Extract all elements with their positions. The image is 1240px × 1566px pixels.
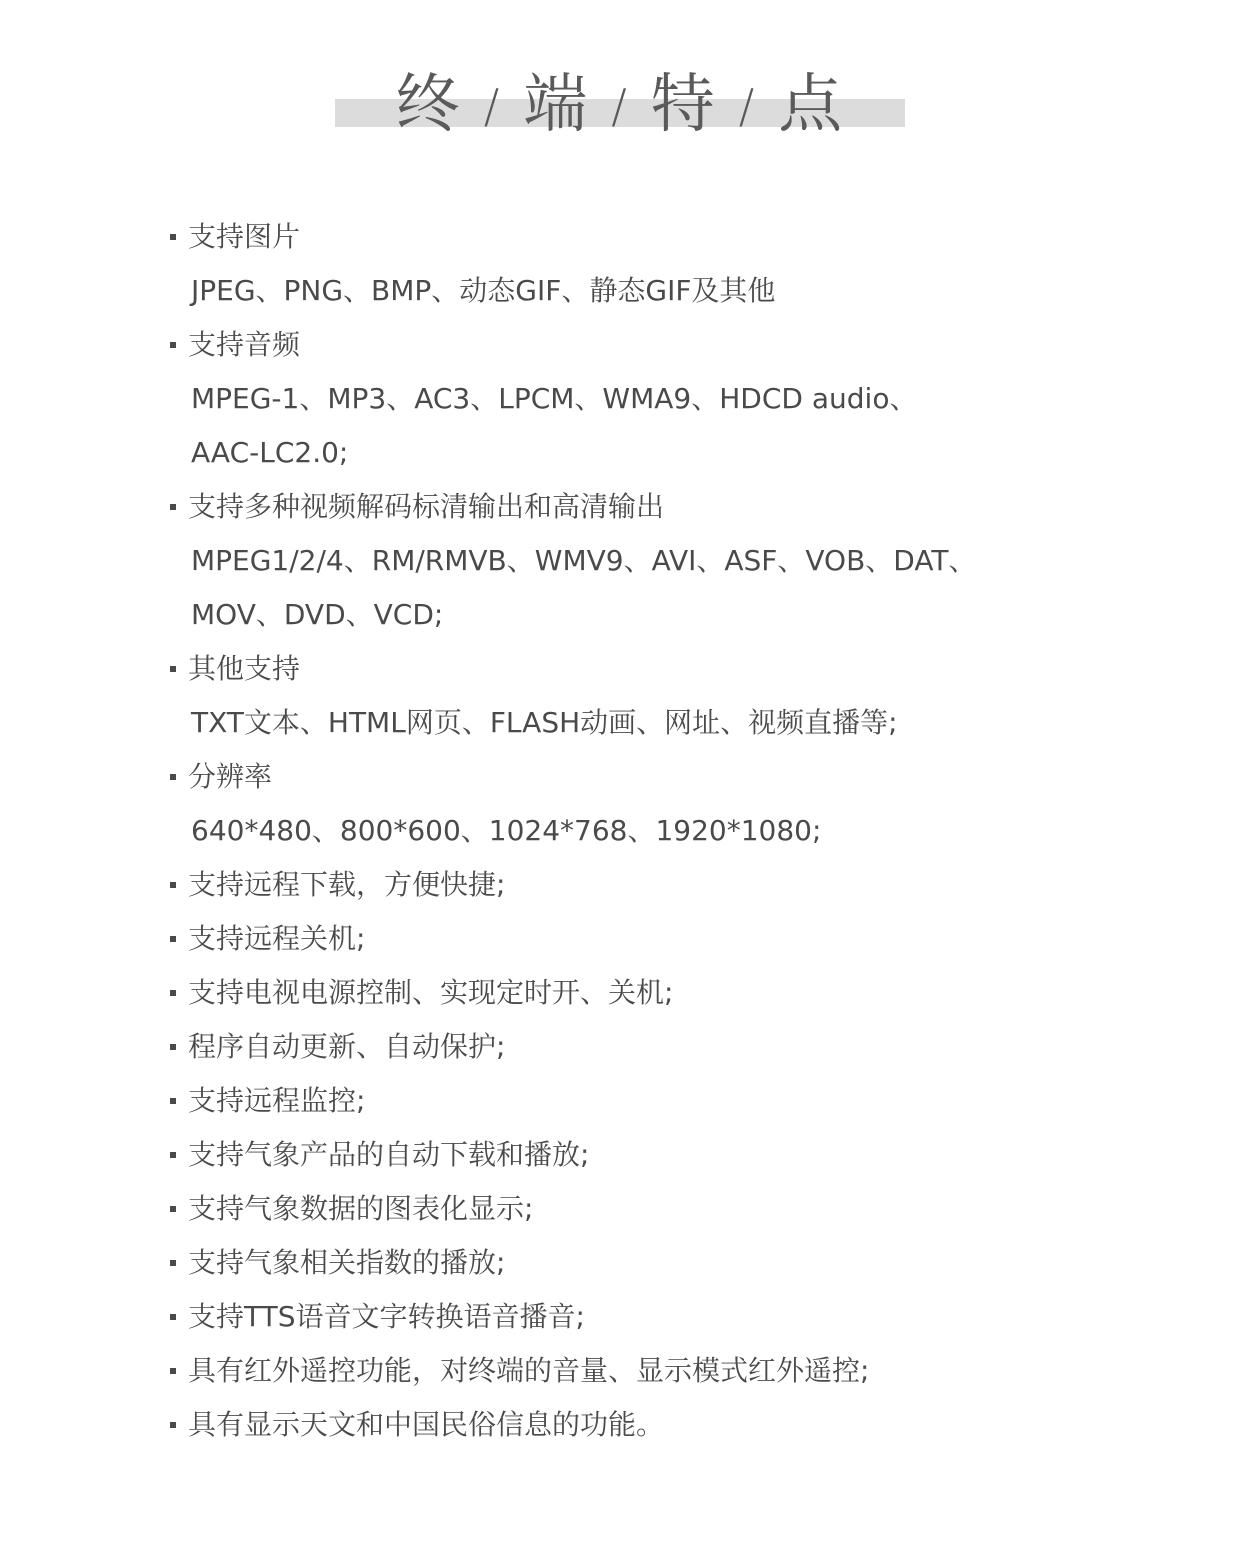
feature-title: 具有显示天文和中国民俗信息的功能。 xyxy=(188,1408,665,1441)
bullet-icon xyxy=(170,774,176,780)
feature-item xyxy=(168,1398,1168,1452)
feature-item xyxy=(168,480,1168,642)
bullet-icon xyxy=(170,1206,176,1212)
feature-title: 支持多种视频解码标清输出和高清输出 xyxy=(188,490,665,523)
feature-item xyxy=(168,1236,1168,1290)
feature-item xyxy=(168,1020,1168,1074)
feature-item xyxy=(168,1128,1168,1182)
feature-item xyxy=(168,318,1168,480)
feature-title: 分辨率 xyxy=(188,760,273,793)
title-char: 终 xyxy=(395,68,462,142)
feature-item xyxy=(168,210,1168,318)
feature-item xyxy=(168,966,1168,1020)
feature-title: 其他支持 xyxy=(188,652,301,685)
bullet-icon xyxy=(170,1422,176,1428)
feature-item xyxy=(168,1344,1168,1398)
bullet-icon xyxy=(170,1260,176,1266)
feature-title: 支持气象相关指数的播放; xyxy=(188,1246,506,1279)
bullet-icon xyxy=(170,1314,176,1320)
feature-item xyxy=(168,1182,1168,1236)
feature-detail: TXT文本、HTML网页、FLASH动画、网址、视频直播等; xyxy=(191,706,898,739)
feature-detail: MPEG-1、MP3、AC3、LPCM、WMA9、HDCD audio、 xyxy=(191,382,918,415)
feature-title: 支持远程监控; xyxy=(188,1084,366,1117)
bullet-icon xyxy=(170,1044,176,1050)
feature-item xyxy=(168,1290,1168,1344)
feature-title: 支持TTS语音文字转换语音播音; xyxy=(188,1300,585,1333)
title-separator: / xyxy=(483,79,502,133)
bullet-icon xyxy=(170,882,176,888)
feature-detail: MPEG1/2/4、RM/RMVB、WMV9、AVI、ASF、VOB、DAT、 xyxy=(191,544,977,577)
feature-item xyxy=(168,642,1168,750)
bullet-icon xyxy=(170,342,176,348)
title-separator: / xyxy=(738,79,757,133)
title-char: 端 xyxy=(523,68,590,142)
bullet-icon xyxy=(170,234,176,240)
feature-title: 具有红外遥控功能，对终端的音量、显示模式红外遥控; xyxy=(188,1354,870,1387)
title-separator: / xyxy=(611,79,629,133)
feature-title: 支持远程下载，方便快捷; xyxy=(188,868,506,901)
title-char: 点 xyxy=(778,68,845,142)
title-char: 特 xyxy=(650,68,717,142)
feature-list xyxy=(168,210,1168,1452)
bullet-icon xyxy=(170,1152,176,1158)
feature-title: 支持图片 xyxy=(188,220,301,253)
page-title xyxy=(335,60,905,155)
bullet-icon xyxy=(170,504,176,510)
feature-detail: JPEG、PNG、BMP、动态GIF、静态GIF及其他 xyxy=(191,274,776,307)
feature-title: 支持音频 xyxy=(188,328,301,361)
feature-title: 程序自动更新、自动保护; xyxy=(188,1030,506,1063)
feature-item xyxy=(168,858,1168,912)
bullet-icon xyxy=(170,1098,176,1104)
feature-detail: 640*480、800*600、1024*768、1920*1080; xyxy=(191,814,822,847)
section-title xyxy=(335,60,905,150)
bullet-icon xyxy=(170,666,176,672)
feature-title: 支持气象产品的自动下载和播放; xyxy=(188,1138,590,1171)
feature-detail: AAC-LC2.0; xyxy=(191,436,349,469)
feature-item xyxy=(168,750,1168,858)
feature-item xyxy=(168,1074,1168,1128)
feature-title: 支持电视电源控制、实现定时开、关机; xyxy=(188,976,674,1009)
bullet-icon xyxy=(170,936,176,942)
bullet-icon xyxy=(170,990,176,996)
bullet-icon xyxy=(170,1368,176,1374)
feature-detail: MOV、DVD、VCD; xyxy=(191,598,444,631)
feature-title: 支持气象数据的图表化显示; xyxy=(188,1192,534,1225)
feature-item xyxy=(168,912,1168,966)
feature-title: 支持远程关机; xyxy=(188,922,366,955)
